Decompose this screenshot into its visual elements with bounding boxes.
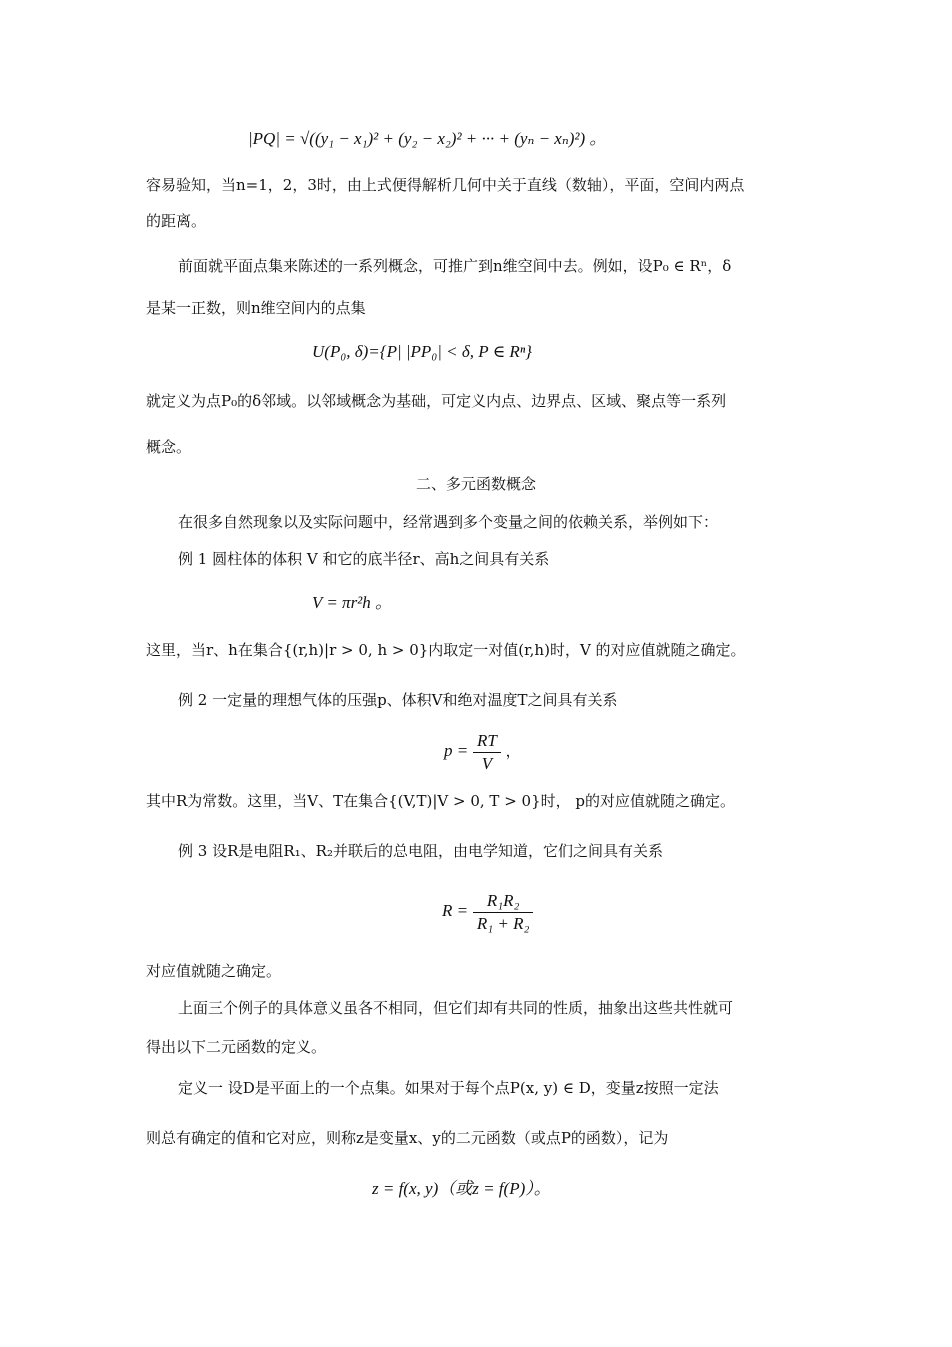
definition-line-1: 定义一 设D是平面上的一个点集。如果对于每个点P(x, y) ∈ D，变量z按照一定法 bbox=[178, 1079, 719, 1097]
definition-line-2: 则总有确定的值和它对应，则称z是变量x、y的二元函数（或点P的函数），记为 bbox=[146, 1129, 669, 1147]
paragraph-3-line-1: 就定义为点P₀的δ邻域。以邻域概念为基础，可定义内点、边界点、区域、聚点等一系列 bbox=[146, 392, 727, 410]
formula-resistance-numerator: R₁R₂ bbox=[473, 890, 534, 913]
formula-gas-fraction bbox=[473, 730, 501, 775]
paragraph-3-line-2: 概念。 bbox=[146, 438, 192, 456]
example-3-text: 对应值就随之确定。 bbox=[146, 962, 282, 980]
formula-resistance-denominator: R₁ + R₂ bbox=[476, 913, 530, 933]
formula-gas-tail: ， bbox=[505, 742, 521, 760]
paragraph-1-line-1: 容易验知，当n=1，2，3时，由上式便得解析几何中关于直线（数轴），平面，空间内两点 bbox=[146, 176, 745, 194]
formula-cylinder: V = πr²h 。 bbox=[312, 593, 393, 612]
formula-resistance bbox=[442, 888, 533, 935]
formula-resistance-fraction bbox=[473, 890, 534, 935]
paragraph-2-line-2: 是某一正数，则n维空间内的点集 bbox=[146, 299, 366, 317]
formula-neighborhood: U(P₀, δ)={P| |PP₀| < δ, P ∈ Rⁿ} bbox=[312, 342, 532, 361]
formula-gas bbox=[444, 728, 521, 775]
formula-gas-numerator: RT bbox=[473, 730, 501, 753]
example-3-heading: 例 3 设R是电阻R₁、R₂并联后的总电阻，由电学知道，它们之间具有关系 bbox=[178, 842, 663, 860]
example-1-heading: 例 1 圆柱体的体积 V 和它的底半径r、高h之间具有关系 bbox=[178, 550, 550, 568]
example-2-heading: 例 2 一定量的理想气体的压强p、体积V和绝对温度T之间具有关系 bbox=[178, 691, 618, 709]
paragraph-5-line-2: 得出以下二元函数的定义。 bbox=[146, 1038, 327, 1056]
formula-gas-denominator: V bbox=[481, 753, 493, 773]
example-2-text: 其中R为常数。这里，当V、T在集合{(V,T)|V > 0, T > 0}时， p的对应值就随之确定。 bbox=[146, 792, 736, 810]
example-1-text: 这里，当r、h在集合{(r,h)|r > 0, h > 0}内取定一对值(r,h)时，V 的对应值就随之确定。 bbox=[146, 641, 746, 659]
paragraph-4: 在很多自然现象以及实际问题中，经常遇到多个变量之间的依赖关系，举例如下： bbox=[178, 513, 719, 531]
formula-resistance-lhs: R = bbox=[442, 901, 469, 920]
section-title: 二、多元函数概念 bbox=[415, 475, 536, 493]
paragraph-2-line-1: 前面就平面点集来陈述的一系列概念，可推广到n维空间中去。例如，设P₀ ∈ Rⁿ，δ bbox=[178, 257, 732, 275]
paragraph-1-line-2: 的距离。 bbox=[146, 212, 207, 230]
paragraph-5-line-1: 上面三个例子的具体意义虽各不相同，但它们却有共同的性质，抽象出这些共性就可 bbox=[178, 999, 734, 1017]
formula-gas-lhs: p = bbox=[444, 741, 469, 760]
formula-definition: z = f(x, y)（或z = f(P)）。 bbox=[372, 1179, 551, 1198]
formula-distance: |PQ| = √((y₁ − x₁)² + (y₂ − x₂)² + ··· + (yₙ − xₙ)²) 。 bbox=[248, 129, 607, 148]
